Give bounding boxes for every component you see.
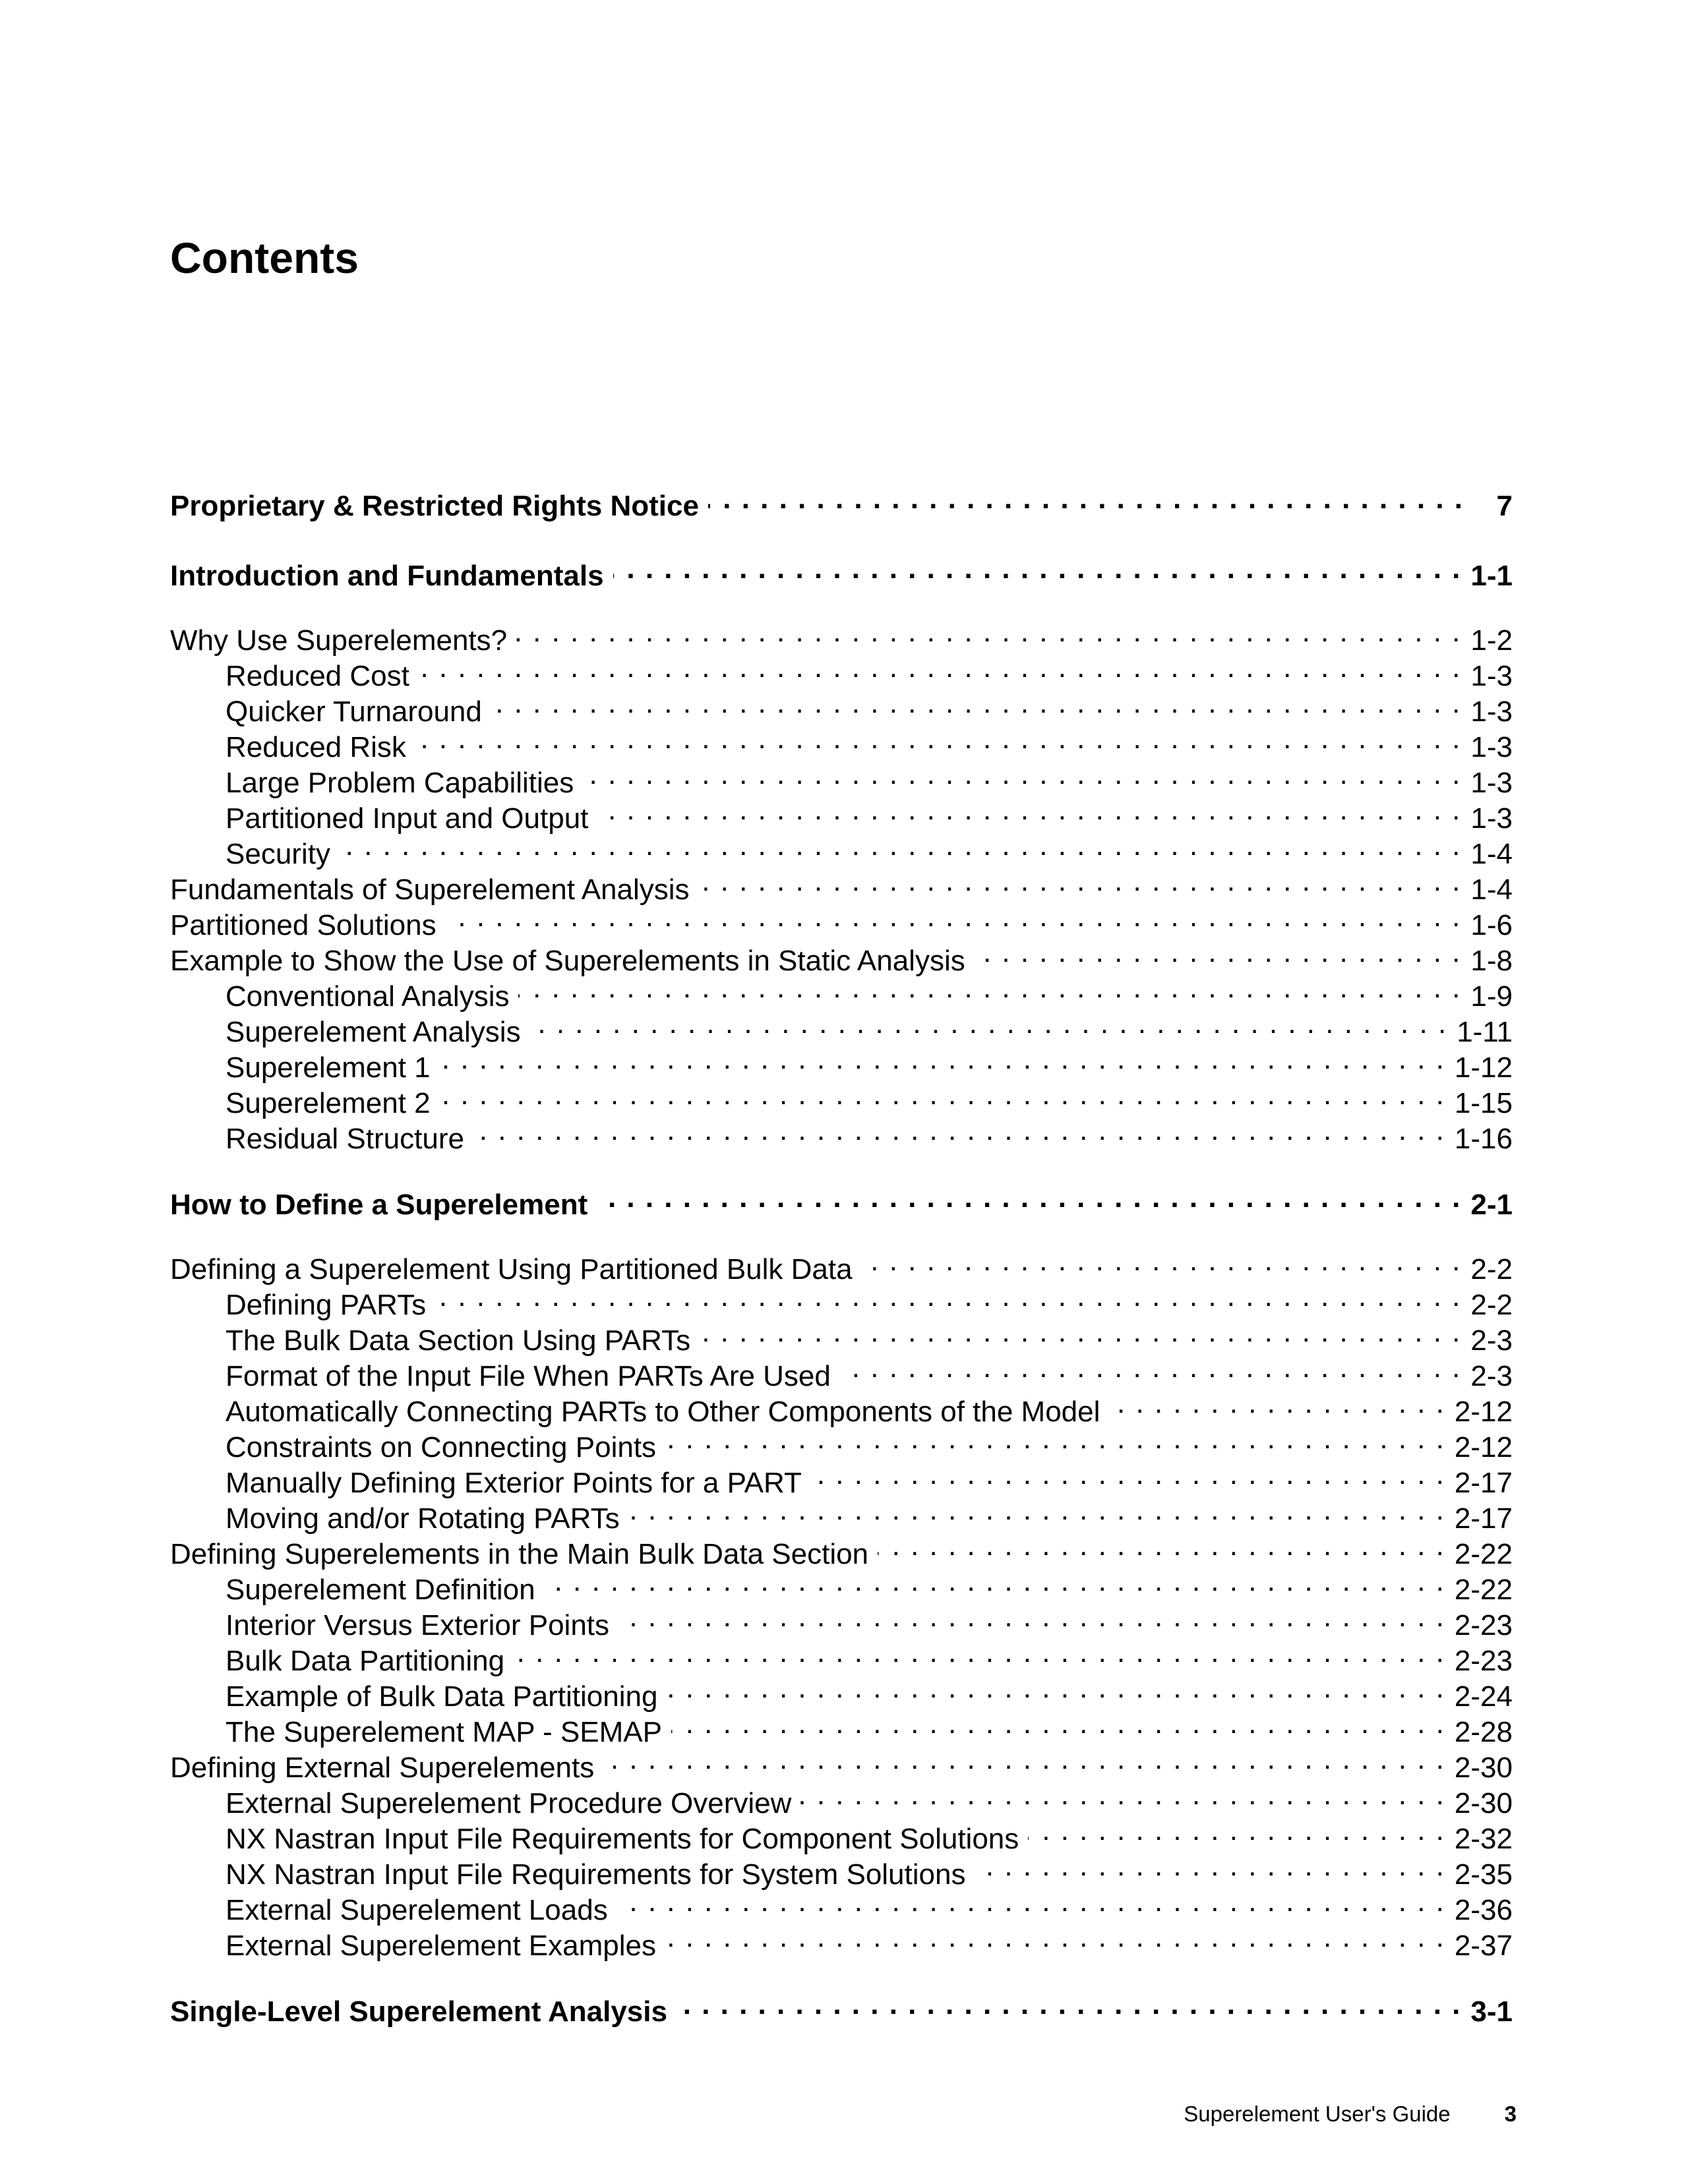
toc-label: Superelement 1 xyxy=(226,1051,431,1084)
toc-label: Superelement Analysis xyxy=(226,1016,521,1048)
dot-leader xyxy=(597,1179,1461,1214)
dot-leader xyxy=(1109,1386,1445,1421)
toc-label: Defining Superelements in the Main Bulk Data Section xyxy=(170,1538,869,1570)
toc-label: Superelement 2 xyxy=(226,1087,431,1119)
toc-label: Defining PARTs xyxy=(226,1289,427,1321)
toc-page: 2-22 xyxy=(1454,1574,1513,1606)
dot-leader xyxy=(677,1986,1461,2021)
dot-leader xyxy=(618,1599,1445,1635)
toc-page: 2-30 xyxy=(1454,1752,1513,1784)
dot-leader xyxy=(811,1457,1445,1492)
dot-leader xyxy=(603,1742,1445,1777)
toc-label: Introduction and Fundamentals xyxy=(170,560,604,592)
toc-label: The Superelement MAP - SEMAP xyxy=(226,1716,662,1748)
toc-page: 1-12 xyxy=(1454,1051,1513,1084)
toc-page: 2-36 xyxy=(1454,1894,1513,1926)
toc-page: 7 xyxy=(1496,490,1513,522)
dot-leader xyxy=(514,1635,1445,1670)
toc-page: 2-30 xyxy=(1454,1787,1513,1819)
toc-page: 3-1 xyxy=(1470,1995,1513,2028)
footer-page-number: 3 xyxy=(1504,2102,1517,2126)
dot-leader xyxy=(700,1314,1461,1350)
toc-label: Partitioned Solutions xyxy=(170,909,437,941)
toc-label: Automatically Connecting PARTs to Other Components of the Model xyxy=(226,1396,1100,1428)
toc-label: Fundamentals of Superelement Analysis xyxy=(170,873,690,906)
dot-leader xyxy=(530,1006,1448,1042)
dot-leader xyxy=(699,864,1462,899)
toc-page: 2-3 xyxy=(1470,1324,1513,1357)
toc-label: Security xyxy=(226,838,330,870)
toc-label: Example of Bulk Data Partitioning xyxy=(226,1680,658,1713)
dot-leader xyxy=(975,935,1462,970)
toc-page: 2-23 xyxy=(1454,1645,1513,1677)
dot-leader xyxy=(617,1884,1445,1920)
toc-page: 1-11 xyxy=(1457,1016,1513,1048)
toc-section[interactable] xyxy=(170,1243,1513,1285)
dot-leader xyxy=(340,828,1461,864)
toc-page: 1-16 xyxy=(1454,1123,1513,1155)
dot-leader xyxy=(435,1279,1461,1314)
toc-label: Single-Level Superelement Analysis xyxy=(170,1995,667,2028)
toc-section[interactable] xyxy=(170,614,1513,657)
toc-page: 1-3 xyxy=(1470,767,1513,799)
footer-guide-title: Superelement User's Guide xyxy=(1184,2102,1451,2126)
toc-label: Partitioned Input and Output xyxy=(226,802,589,835)
dot-leader xyxy=(440,1042,1445,1077)
toc-label: Reduced Risk xyxy=(226,731,406,763)
dot-leader xyxy=(1028,1813,1445,1848)
toc-label: Constraints on Connecting Points xyxy=(226,1431,657,1463)
toc-label: Large Problem Capabilities xyxy=(226,767,574,799)
toc-page: 2-17 xyxy=(1454,1502,1513,1535)
toc-label: NX Nastran Input File Requirements for System Solutions xyxy=(226,1858,966,1891)
toc-label: Reduced Cost xyxy=(226,660,409,692)
dot-leader xyxy=(975,1848,1445,1884)
toc-page: 1-4 xyxy=(1470,873,1513,906)
toc-page: 1-15 xyxy=(1454,1087,1513,1119)
toc-page: 2-1 xyxy=(1470,1189,1513,1221)
toc-label: Defining a Superelement Using Partitioned Bulk Data xyxy=(170,1253,853,1285)
dot-leader xyxy=(862,1243,1462,1279)
dot-leader xyxy=(415,721,1462,757)
toc-page: 1-4 xyxy=(1470,838,1513,870)
toc-label: The Bulk Data Section Using PARTs xyxy=(226,1324,691,1357)
toc-label: External Superelement Examples xyxy=(226,1930,656,1962)
dot-leader xyxy=(583,757,1461,792)
dot-leader xyxy=(597,792,1461,828)
toc-page: 2-12 xyxy=(1454,1396,1513,1428)
toc-label: Why Use Superelements? xyxy=(170,624,508,657)
dot-leader xyxy=(878,1528,1445,1564)
dot-leader xyxy=(665,1920,1445,1955)
toc-page: 2-23 xyxy=(1454,1609,1513,1641)
toc-subsection[interactable] xyxy=(170,828,1513,870)
dot-leader xyxy=(667,1670,1445,1706)
toc-label: How to Define a Superelement xyxy=(170,1189,588,1221)
dot-leader xyxy=(516,614,1461,650)
toc-page: 1-9 xyxy=(1470,980,1513,1013)
toc-label: Superelement Definition xyxy=(226,1574,535,1606)
toc-page: 1-6 xyxy=(1470,909,1513,941)
dot-leader xyxy=(613,550,1462,585)
toc-page: 1-3 xyxy=(1470,695,1513,728)
toc-page: 1-3 xyxy=(1470,731,1513,763)
toc-label: External Superelement Procedure Overview xyxy=(226,1787,792,1819)
toc-label: NX Nastran Input File Requirements for Component Solutions xyxy=(226,1823,1019,1855)
toc-label: Quicker Turnaround xyxy=(226,695,482,728)
dot-leader xyxy=(800,1777,1445,1813)
toc-page: 2-22 xyxy=(1454,1538,1513,1570)
toc-page: 1-3 xyxy=(1470,802,1513,835)
toc-label: Format of the Input File When PARTs Are Used xyxy=(226,1360,831,1392)
toc-section[interactable] xyxy=(170,864,1513,906)
toc-label: Example to Show the Use of Superelements in Static Analysis xyxy=(170,945,965,977)
toc-page: 2-12 xyxy=(1454,1431,1513,1463)
dot-leader xyxy=(629,1492,1445,1528)
toc-page: 2-28 xyxy=(1454,1716,1513,1748)
toc-label: Defining External Superelements xyxy=(170,1752,595,1784)
toc-page: 1-1 xyxy=(1470,560,1513,592)
toc-page: 2-32 xyxy=(1454,1823,1513,1855)
dot-leader xyxy=(671,1706,1445,1742)
dot-leader xyxy=(518,970,1461,1006)
dot-leader xyxy=(446,899,1462,935)
toc-label: Residual Structure xyxy=(226,1123,464,1155)
toc-label: Interior Versus Exterior Points xyxy=(226,1609,610,1641)
toc-page: 2-2 xyxy=(1470,1289,1513,1321)
toc-chapter[interactable] xyxy=(170,1986,1513,2028)
toc-chapter[interactable] xyxy=(170,1179,1513,1221)
dot-leader xyxy=(473,1113,1445,1148)
toc-label: Conventional Analysis xyxy=(226,980,510,1013)
toc-label: Manually Defining Exterior Points for a PART xyxy=(226,1467,802,1499)
toc-chapter[interactable] xyxy=(170,550,1513,592)
toc-page: 1-2 xyxy=(1470,624,1513,657)
toc-label: Moving and/or Rotating PARTs xyxy=(226,1502,620,1535)
dot-leader xyxy=(708,480,1464,516)
toc-label: Bulk Data Partitioning xyxy=(226,1645,505,1677)
toc-label: External Superelement Loads xyxy=(226,1894,608,1926)
toc-page: 2-17 xyxy=(1454,1467,1513,1499)
toc-label: Proprietary & Restricted Rights Notice xyxy=(170,490,699,522)
page-footer xyxy=(0,2102,1517,2127)
toc-page: 1-8 xyxy=(1470,945,1513,977)
toc-page: 2-35 xyxy=(1454,1858,1513,1891)
toc-page: 2-24 xyxy=(1454,1680,1513,1713)
dot-leader xyxy=(665,1421,1445,1457)
dot-leader xyxy=(440,1077,1445,1113)
dot-leader xyxy=(419,650,1462,686)
dot-leader xyxy=(545,1564,1445,1599)
table-of-contents xyxy=(170,480,1513,2028)
dot-leader xyxy=(491,686,1462,721)
dot-leader xyxy=(840,1350,1462,1386)
toc-page: 2-37 xyxy=(1454,1930,1513,1962)
page-title: Contents xyxy=(170,233,359,282)
toc-chapter[interactable] xyxy=(170,480,1513,522)
toc-page: 1-3 xyxy=(1470,660,1513,692)
toc-page: 2-3 xyxy=(1470,1360,1513,1392)
toc-page: 2-2 xyxy=(1470,1253,1513,1285)
